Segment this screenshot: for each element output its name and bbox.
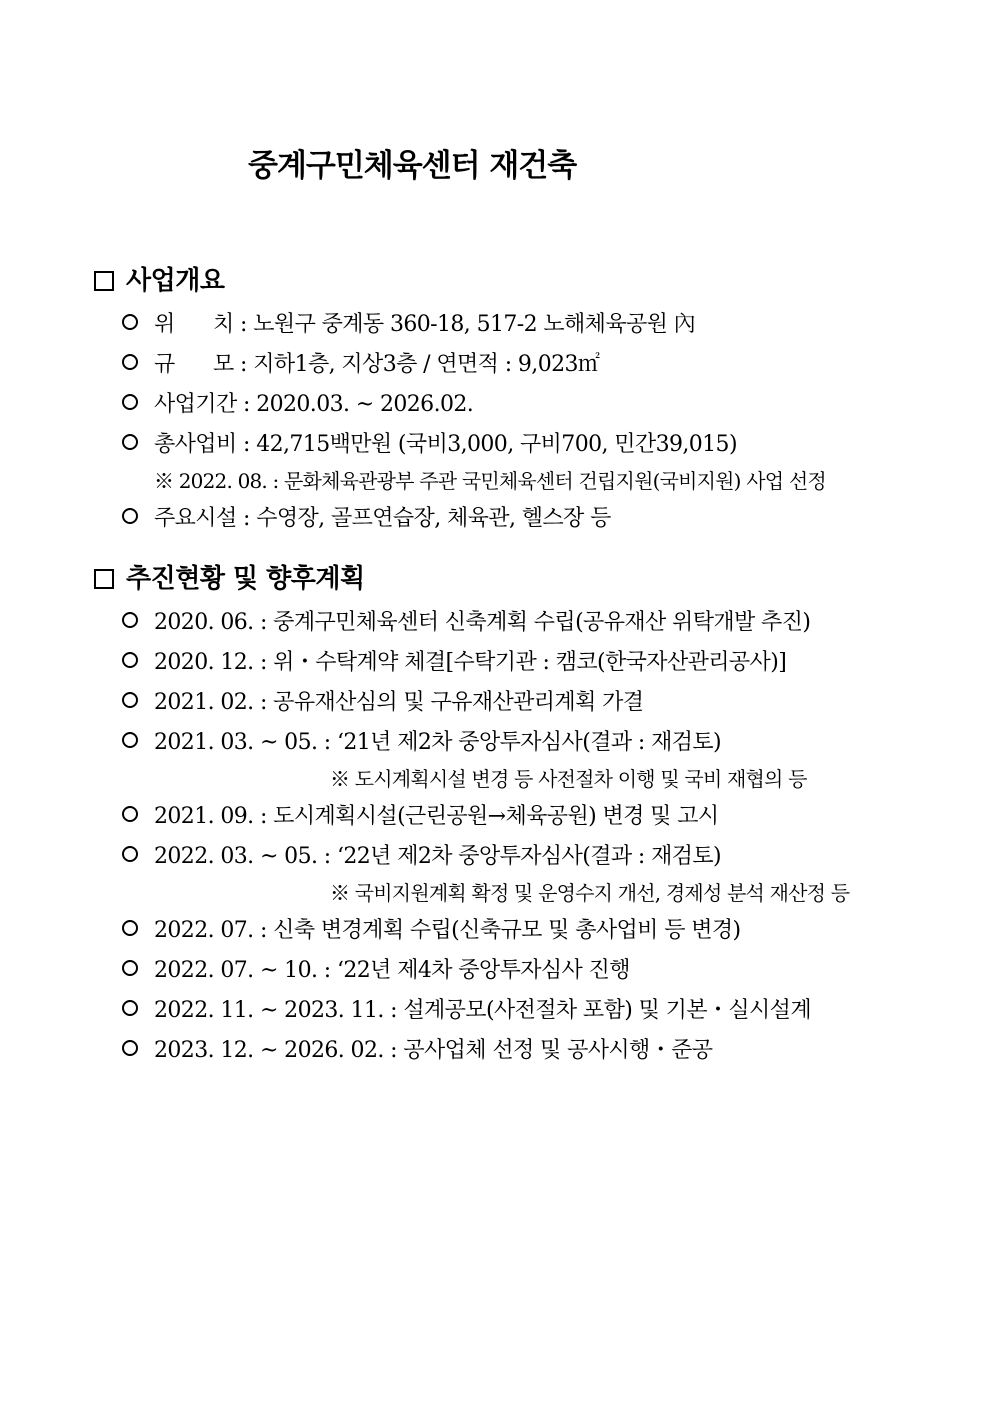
list-item bbox=[122, 496, 974, 536]
list-item bbox=[122, 908, 974, 948]
circle-bullet-icon bbox=[122, 846, 138, 862]
list-item bbox=[122, 382, 974, 422]
item-text: 2022. 03. ~ 05. : ‘22년 제2차 중앙투자심사(결과 : 재검토) bbox=[154, 843, 722, 869]
item-text: 사업기간 : 2020.03. ~ 2026.02. bbox=[154, 391, 474, 417]
list-item bbox=[122, 302, 974, 342]
item-text: 2020. 12. : 위・수탁계약 체결[수탁기관 : 캠코(한국자산관리공사)] bbox=[154, 649, 787, 675]
circle-bullet-icon bbox=[122, 692, 138, 708]
list-item bbox=[122, 600, 974, 640]
item-list bbox=[122, 600, 974, 1068]
note: ※ 도시계획시설 변경 등 사전절차 이행 및 국비 재협의 등 bbox=[330, 766, 807, 791]
list-item bbox=[122, 640, 974, 680]
item-text: 2020. 06. : 중계구민체육센터 신축계획 수립(공유재산 위탁개발 추진) bbox=[154, 609, 811, 635]
circle-bullet-icon bbox=[122, 508, 138, 524]
circle-bullet-icon bbox=[122, 354, 138, 370]
list-item bbox=[122, 834, 974, 874]
item-text: 2021. 02. : 공유재산심의 및 구유재산관리계획 가결 bbox=[154, 689, 644, 715]
list-item bbox=[122, 680, 974, 720]
section-progress bbox=[94, 558, 974, 1068]
section-heading bbox=[94, 260, 974, 302]
item-text: 2023. 12. ~ 2026. 02. : 공사업체 선정 및 공사시행・준공 bbox=[154, 1037, 713, 1063]
circle-bullet-icon bbox=[122, 1040, 138, 1056]
note: ※ 2022. 08. : 문화체육관광부 주관 국민체육센터 건립지원(국비지원) 사업 선정 bbox=[154, 468, 826, 493]
square-bullet-icon bbox=[94, 569, 114, 589]
list-item bbox=[122, 422, 974, 462]
item-text: 2021. 09. : 도시계획시설(근린공원→체육공원) 변경 및 고시 bbox=[154, 803, 719, 829]
circle-bullet-icon bbox=[122, 920, 138, 936]
list-item bbox=[122, 1028, 974, 1068]
circle-bullet-icon bbox=[122, 314, 138, 330]
page-title: 중계구민체육센터 재건축 bbox=[248, 148, 577, 184]
list-item bbox=[122, 342, 974, 382]
item-list bbox=[122, 302, 974, 536]
circle-bullet-icon bbox=[122, 732, 138, 748]
item-text: 규 모 : 지하1층, 지상3층 / 연면적 : 9,023㎡ bbox=[154, 351, 600, 377]
circle-bullet-icon bbox=[122, 434, 138, 450]
circle-bullet-icon bbox=[122, 806, 138, 822]
circle-bullet-icon bbox=[122, 960, 138, 976]
list-item bbox=[122, 988, 974, 1028]
square-bullet-icon bbox=[94, 271, 114, 291]
list-item bbox=[122, 794, 974, 834]
circle-bullet-icon bbox=[122, 612, 138, 628]
circle-bullet-icon bbox=[122, 394, 138, 410]
circle-bullet-icon bbox=[122, 652, 138, 668]
item-text: 2022. 07. : 신축 변경계획 수립(신축규모 및 총사업비 등 변경) bbox=[154, 917, 741, 943]
section-heading bbox=[94, 558, 974, 600]
section-heading-label: 사업개요 bbox=[126, 266, 225, 296]
note: ※ 국비지원계획 확정 및 운영수지 개선, 경제성 분석 재산정 등 bbox=[330, 880, 850, 905]
item-text: 2021. 03. ~ 05. : ‘21년 제2차 중앙투자심사(결과 : 재검토) bbox=[154, 729, 722, 755]
item-text: 2022. 11. ~ 2023. 11. : 설계공모(사전절차 포함) 및 기본・실시설계 bbox=[154, 997, 811, 1023]
section-overview bbox=[94, 260, 974, 536]
list-item bbox=[122, 948, 974, 988]
item-text: 총사업비 : 42,715백만원 (국비3,000, 구비700, 민간39,015) bbox=[154, 431, 737, 457]
section-heading-label: 추진현황 및 향후계획 bbox=[126, 564, 365, 594]
item-text: 2022. 07. ~ 10. : ‘22년 제4차 중앙투자심사 진행 bbox=[154, 957, 630, 983]
circle-bullet-icon bbox=[122, 1000, 138, 1016]
item-text: 위 치 : 노원구 중계동 360-18, 517-2 노해체육공원 內 bbox=[154, 311, 696, 337]
item-text: 주요시설 : 수영장, 골프연습장, 체육관, 헬스장 등 bbox=[154, 505, 611, 531]
list-item bbox=[122, 720, 974, 760]
